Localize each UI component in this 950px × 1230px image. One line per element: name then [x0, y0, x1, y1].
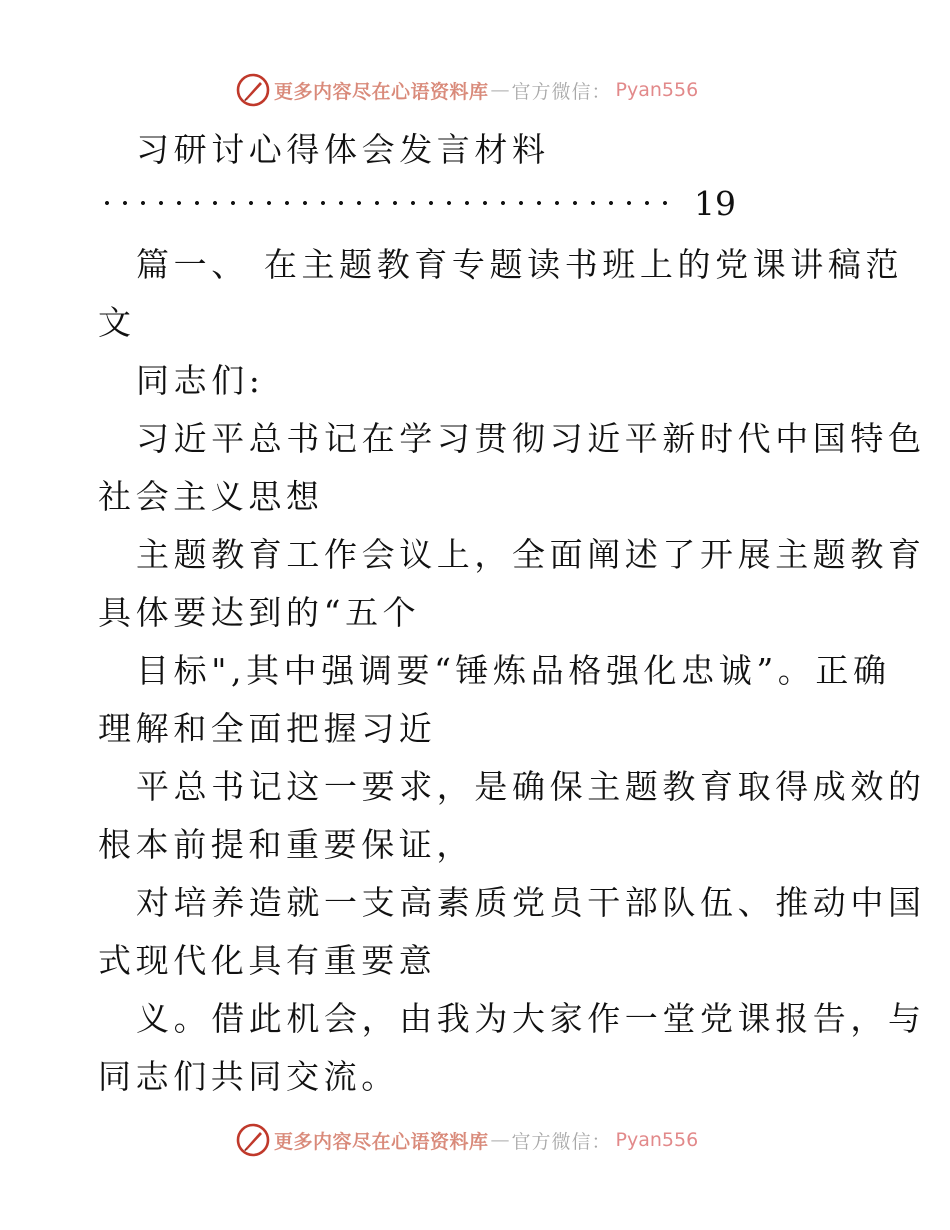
banner-brand: 更多内容尽在心语资料库 [274, 1130, 489, 1153]
toc-page-number: 19 [694, 184, 736, 223]
paragraph-line: 根本前提和重要保证， [98, 825, 474, 864]
toc-dot-leader [98, 198, 668, 208]
paragraph-line: 理解和全面把握习近 [98, 709, 437, 748]
toc-entry-text: 习研讨心得体会发言材料 [136, 130, 550, 169]
footer-banner [236, 1122, 756, 1158]
paragraph-line: 主题教育工作会议上，全面阐述了开展主题教育 [136, 535, 926, 574]
salutation: 同志们: [136, 361, 265, 400]
section-heading-cont: 文 [98, 303, 136, 342]
banner-separator: — [490, 1129, 510, 1151]
paragraph-line: 平总书记这一要求，是确保主题教育取得成效的 [136, 767, 926, 806]
paragraph-line: 社会主义思想 [98, 477, 324, 516]
banner-separator: — [490, 79, 510, 101]
paragraph-line: 式现代化具有重要意 [98, 941, 437, 980]
paragraph-line: 义。借此机会，由我为大家作一堂党课报告，与 [136, 999, 926, 1038]
paragraph-line: 具体要达到的“五个 [98, 593, 421, 632]
quill-logo-icon [236, 73, 270, 107]
banner-wechat-handle: Pyan556 [615, 1129, 699, 1151]
section-heading: 篇一、 在主题教育专题读书班上的党课讲稿范 [136, 245, 904, 284]
banner-wechat-label: 官方微信： [511, 1130, 612, 1153]
banner-brand: 更多内容尽在心语资料库 [274, 80, 489, 103]
paragraph-line: 同志们共同交流。 [98, 1057, 399, 1096]
paragraph-line: 习近平总书记在学习贯彻习近平新时代中国特色 [136, 419, 926, 458]
paragraph-line: 目标",其中强调要“锤炼品格强化忠诚”。正确 [136, 651, 891, 690]
header-banner [236, 72, 756, 108]
banner-wechat-handle: Pyan556 [615, 79, 699, 101]
banner-wechat-label: 官方微信： [511, 80, 612, 103]
paragraph-line: 对培养造就一支高素质党员干部队伍、推动中国 [136, 883, 926, 922]
quill-logo-icon [236, 1123, 270, 1157]
